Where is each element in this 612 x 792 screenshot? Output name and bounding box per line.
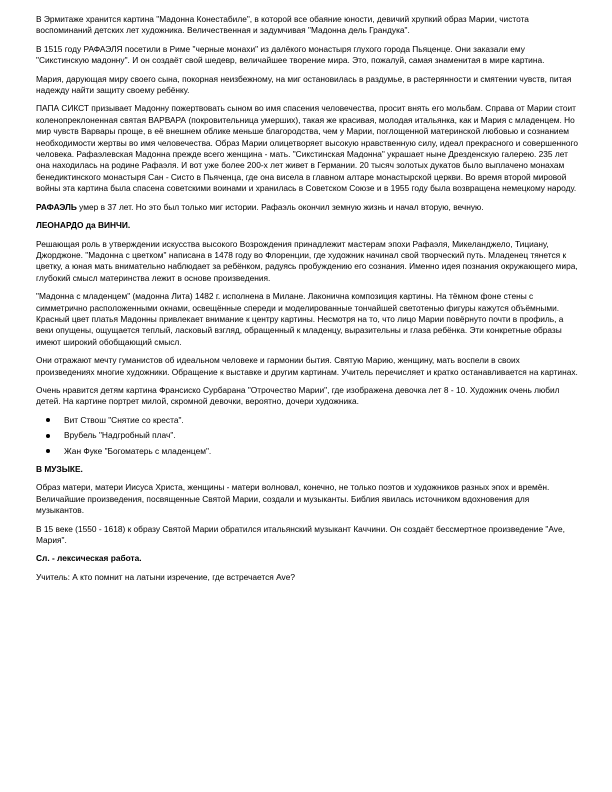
heading-music: В МУЗЫКЕ. bbox=[36, 464, 83, 474]
list-item: Жан Фуке "Богоматерь с младенцем". bbox=[64, 446, 578, 457]
paragraph-zurbaran: Очень нравится детям картина Франсиско Сурбарана "Отрочество Марии", где изображена девочка лет 8 - 10. Художник очень любил детей. На картине портрет милой, скромной девочки, вероятно, дочери художника. bbox=[36, 384, 560, 407]
paragraph-renaissance: Решающая роль в утверждении искусства высокого Возрождения принадлежит мастерам эпохи Рафаэля, Микеланджело, Тициану, Джорджоне. "Мадонна с цветком" написана в 1478 году во Флоренции, где художник начинал свой творческий путь. Младенец тянется к цветку, а юная мать внимательно наблюдает за ребёнком, радуясь пробуждению его сознания. Именно идея познания окружающего мира, глубокий смысл материнства лежит в основе произведения. bbox=[36, 238, 578, 283]
heading-leonardo: ЛЕОНАРДО да ВИНЧИ. bbox=[36, 220, 131, 231]
paragraph-papa-sikst: ПАПА СИКСТ призывает Мадонну пожертвовать сыном во имя спасения человечества, просит внять его мольбам. Справа от Марии стоит коленопреклоненная святая ВАРВАРА (покровительница умерших), такая же красивая, молодая итальянка, как и Мария с младенцем. Но мир чувств Варвары проще, в её внешнем облике меньше благородства, чем у Марии, поглощенной материнской любовью и сознанием необходимости жертвы во имя человечества. Образ Марии олицетворяет высокую нравственную силу, идеал прекрасного и совершенного человека. Рафаэлевская Мадонна прежде всего женщина - мать. "Сикстинская Мадонна" украшает ныне Дрезденскую галерею. 235 лет она находилась на родине Рафаэля. И вот уже более 200-х лет живет в Германии. 20 тысяч золотых дукатов было выплачено монахам бенедиктинского монастыря Сан - Систо в Пьяченца, где она висела в главном алтаре монастырской церкви. Во время второй мировой войны эта картина была спасена советскими воинами и хранилась в Советском Союзе и в 1955 году была возвращена немецкому народу. bbox=[36, 103, 578, 194]
paragraph-question: Учитель: А кто помнит на латыни изречение, где встречается Ave? bbox=[36, 571, 295, 582]
list-item: Вит Ствош "Снятие со креста". bbox=[64, 415, 578, 426]
paragraph-1515: В 1515 году РАФАЭЛЯ посетили в Риме "черные монахи" из далёкого монастыря глухого города Пьяценце. Они заказали ему "Сикстинскую мадонну". И он создаёт свой шедевр, величайшее творение мира. Это, пожалуй, самая знаменитая в мире картина. bbox=[36, 43, 545, 66]
list-item: Врубель "Надгробный плач". bbox=[64, 430, 578, 441]
paragraph-hermitage: В Эрмитаже хранится картина "Мадонна Конестабиле", в которой все обаяние юности, девичий хрупкий образ Марии, чистота воспоминаний детских лет художника. Величественная и задумчивая "Мадонна дель Грандука". bbox=[36, 14, 529, 36]
paragraph-raphael-death bbox=[36, 202, 578, 213]
paintings-list bbox=[36, 415, 578, 457]
paragraph-maria: Мария, дарующая миру своего сына, покорная неизбежному, на миг остановилась в раздумье, в растерянности и смятении чувств, питая надежду найти защиту своему ребёнку. bbox=[36, 73, 572, 96]
raphael-name: РАФАЭЛЬ bbox=[36, 201, 77, 212]
raphael-text: умер в 37 лет. Но это был только миг истории. Рафаэль окончил земную жизнь и начал вторую, вечную. bbox=[76, 201, 484, 212]
heading-lexical: Сл. - лексическая работа. bbox=[36, 553, 142, 564]
paragraph-litta: "Мадонна с младенцем" (мадонна Лита) 1482 г. исполнена в Милане. Лаконична композиция картины. На тёмном фоне стены с симметрично расположенными окнами, освещённые спереди и моделированные тончайшей светотенью фигуры кажутся объёмными. Красный цвет платья Мадонны привлекает внимание к центру картины. Несмотря на то, что лицо Марии повёрнуто почти в профиль, а веки опущены, ощущается теплый, ласковый взгляд, обращенный к младенцу, выразительны и глаза ребёнка. Эти конкретные образы имеют широкий обобщающий смысл. bbox=[36, 291, 564, 347]
document-page bbox=[36, 14, 578, 590]
paragraph-humanists: Они отражают мечту гуманистов об идеальном человеке и гармонии бытия. Святую Марию, женщину, мать воспели в своих произведениях многие художники. Обращение к выставке и другим картинам. Учитель перечисляет и кратко останавливается на картинах. bbox=[36, 355, 578, 377]
paragraph-music-mother: Образ матери, матери Иисуса Христа, женщины - матери волновал, конечно, не только поэтов и художников разных эпох и времён. Величайшие произведения, посвященные Святой Марии, создали и музыканты. Библия явилась источником вдохновения для музыкантов. bbox=[36, 482, 550, 516]
paragraph-caccini: В 15 веке (1550 - 1618) к образу Святой Марии обратился итальянский музыкант Каччини. Он создаёт бессмертное произведение "Ave, Мария". bbox=[36, 523, 565, 546]
